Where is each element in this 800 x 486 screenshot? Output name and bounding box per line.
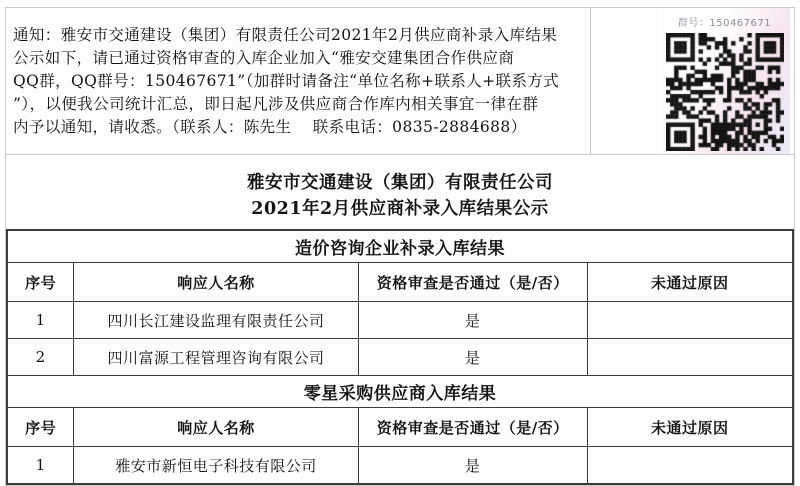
qq-group-qr-code-icon (666, 33, 784, 151)
page-title-line-1: 雅安市交通建设（集团）有限责任公司 (247, 173, 553, 193)
col-header-qualification-pass: 资格审查是否通过（是/否） (358, 408, 587, 447)
col-header-fail-reason: 未通过原因 (587, 263, 793, 302)
respondent-name-cell: 雅安市新恒电子科技有限公司 (74, 447, 359, 485)
top-section (6, 8, 794, 155)
qualification-pass-cell: 是 (358, 339, 587, 376)
notice-text-line: 公示如下，请已通过资格审查的入库企业加入“雅安交建集团合作供应商 (13, 49, 515, 67)
index-cell: 1 (7, 447, 74, 485)
col-header-respondent-name: 响应人名称 (74, 263, 359, 302)
col-header-index: 序号 (7, 408, 74, 447)
table-row (7, 302, 793, 339)
respondent-name-cell: 四川长江建设监理有限责任公司 (74, 302, 359, 339)
table-row (7, 263, 793, 302)
notice-text-line: QQ群，QQ群号：150467671”（加群时请备注“单位名称+联系人+联系方式 (13, 72, 560, 90)
supplier-results-table (6, 229, 794, 485)
qq-group-qr-card (659, 8, 790, 154)
index-cell: 2 (7, 339, 74, 376)
fail-reason-cell (587, 302, 793, 339)
notice-text-line: 通知：雅安市交通建设（集团）有限责任公司2021年2月供应商补录入库结果 (13, 26, 558, 44)
qualification-pass-cell: 是 (358, 447, 587, 485)
table-row (7, 447, 793, 485)
col-header-respondent-name: 响应人名称 (74, 408, 359, 447)
page-title (6, 155, 794, 229)
page-title-line-2: 2021年2月供应商补录入库结果公示 (251, 199, 549, 219)
qr-panel (591, 8, 794, 154)
table-row (7, 230, 793, 263)
notice-text-line: 内予以通知，请收悉。（联系人：陈先生 联系电话：0835-2884688） (13, 118, 527, 136)
notice-page (5, 7, 795, 486)
fail-reason-cell (587, 447, 793, 485)
table-row (7, 408, 793, 447)
table-row (7, 376, 793, 408)
col-header-index: 序号 (7, 263, 74, 302)
qualification-pass-cell: 是 (358, 302, 587, 339)
table-row (7, 339, 793, 376)
notice-text-line: ”），以便我公司统计汇总，即日起凡涉及供应商合作库内相关事宜一律在群 (13, 95, 539, 113)
section-title-cell: 零星采购供应商入库结果 (7, 376, 793, 408)
respondent-name-cell: 四川富源工程管理咨询有限公司 (74, 339, 359, 376)
index-cell: 1 (7, 302, 74, 339)
qq-group-number-label: 群号：150467671 (677, 18, 772, 29)
col-header-qualification-pass: 资格审查是否通过（是/否） (358, 263, 587, 302)
section-title-cell: 造价咨询企业补录入库结果 (7, 230, 793, 263)
notice-paragraph (6, 8, 591, 154)
col-header-fail-reason: 未通过原因 (587, 408, 793, 447)
fail-reason-cell (587, 339, 793, 376)
